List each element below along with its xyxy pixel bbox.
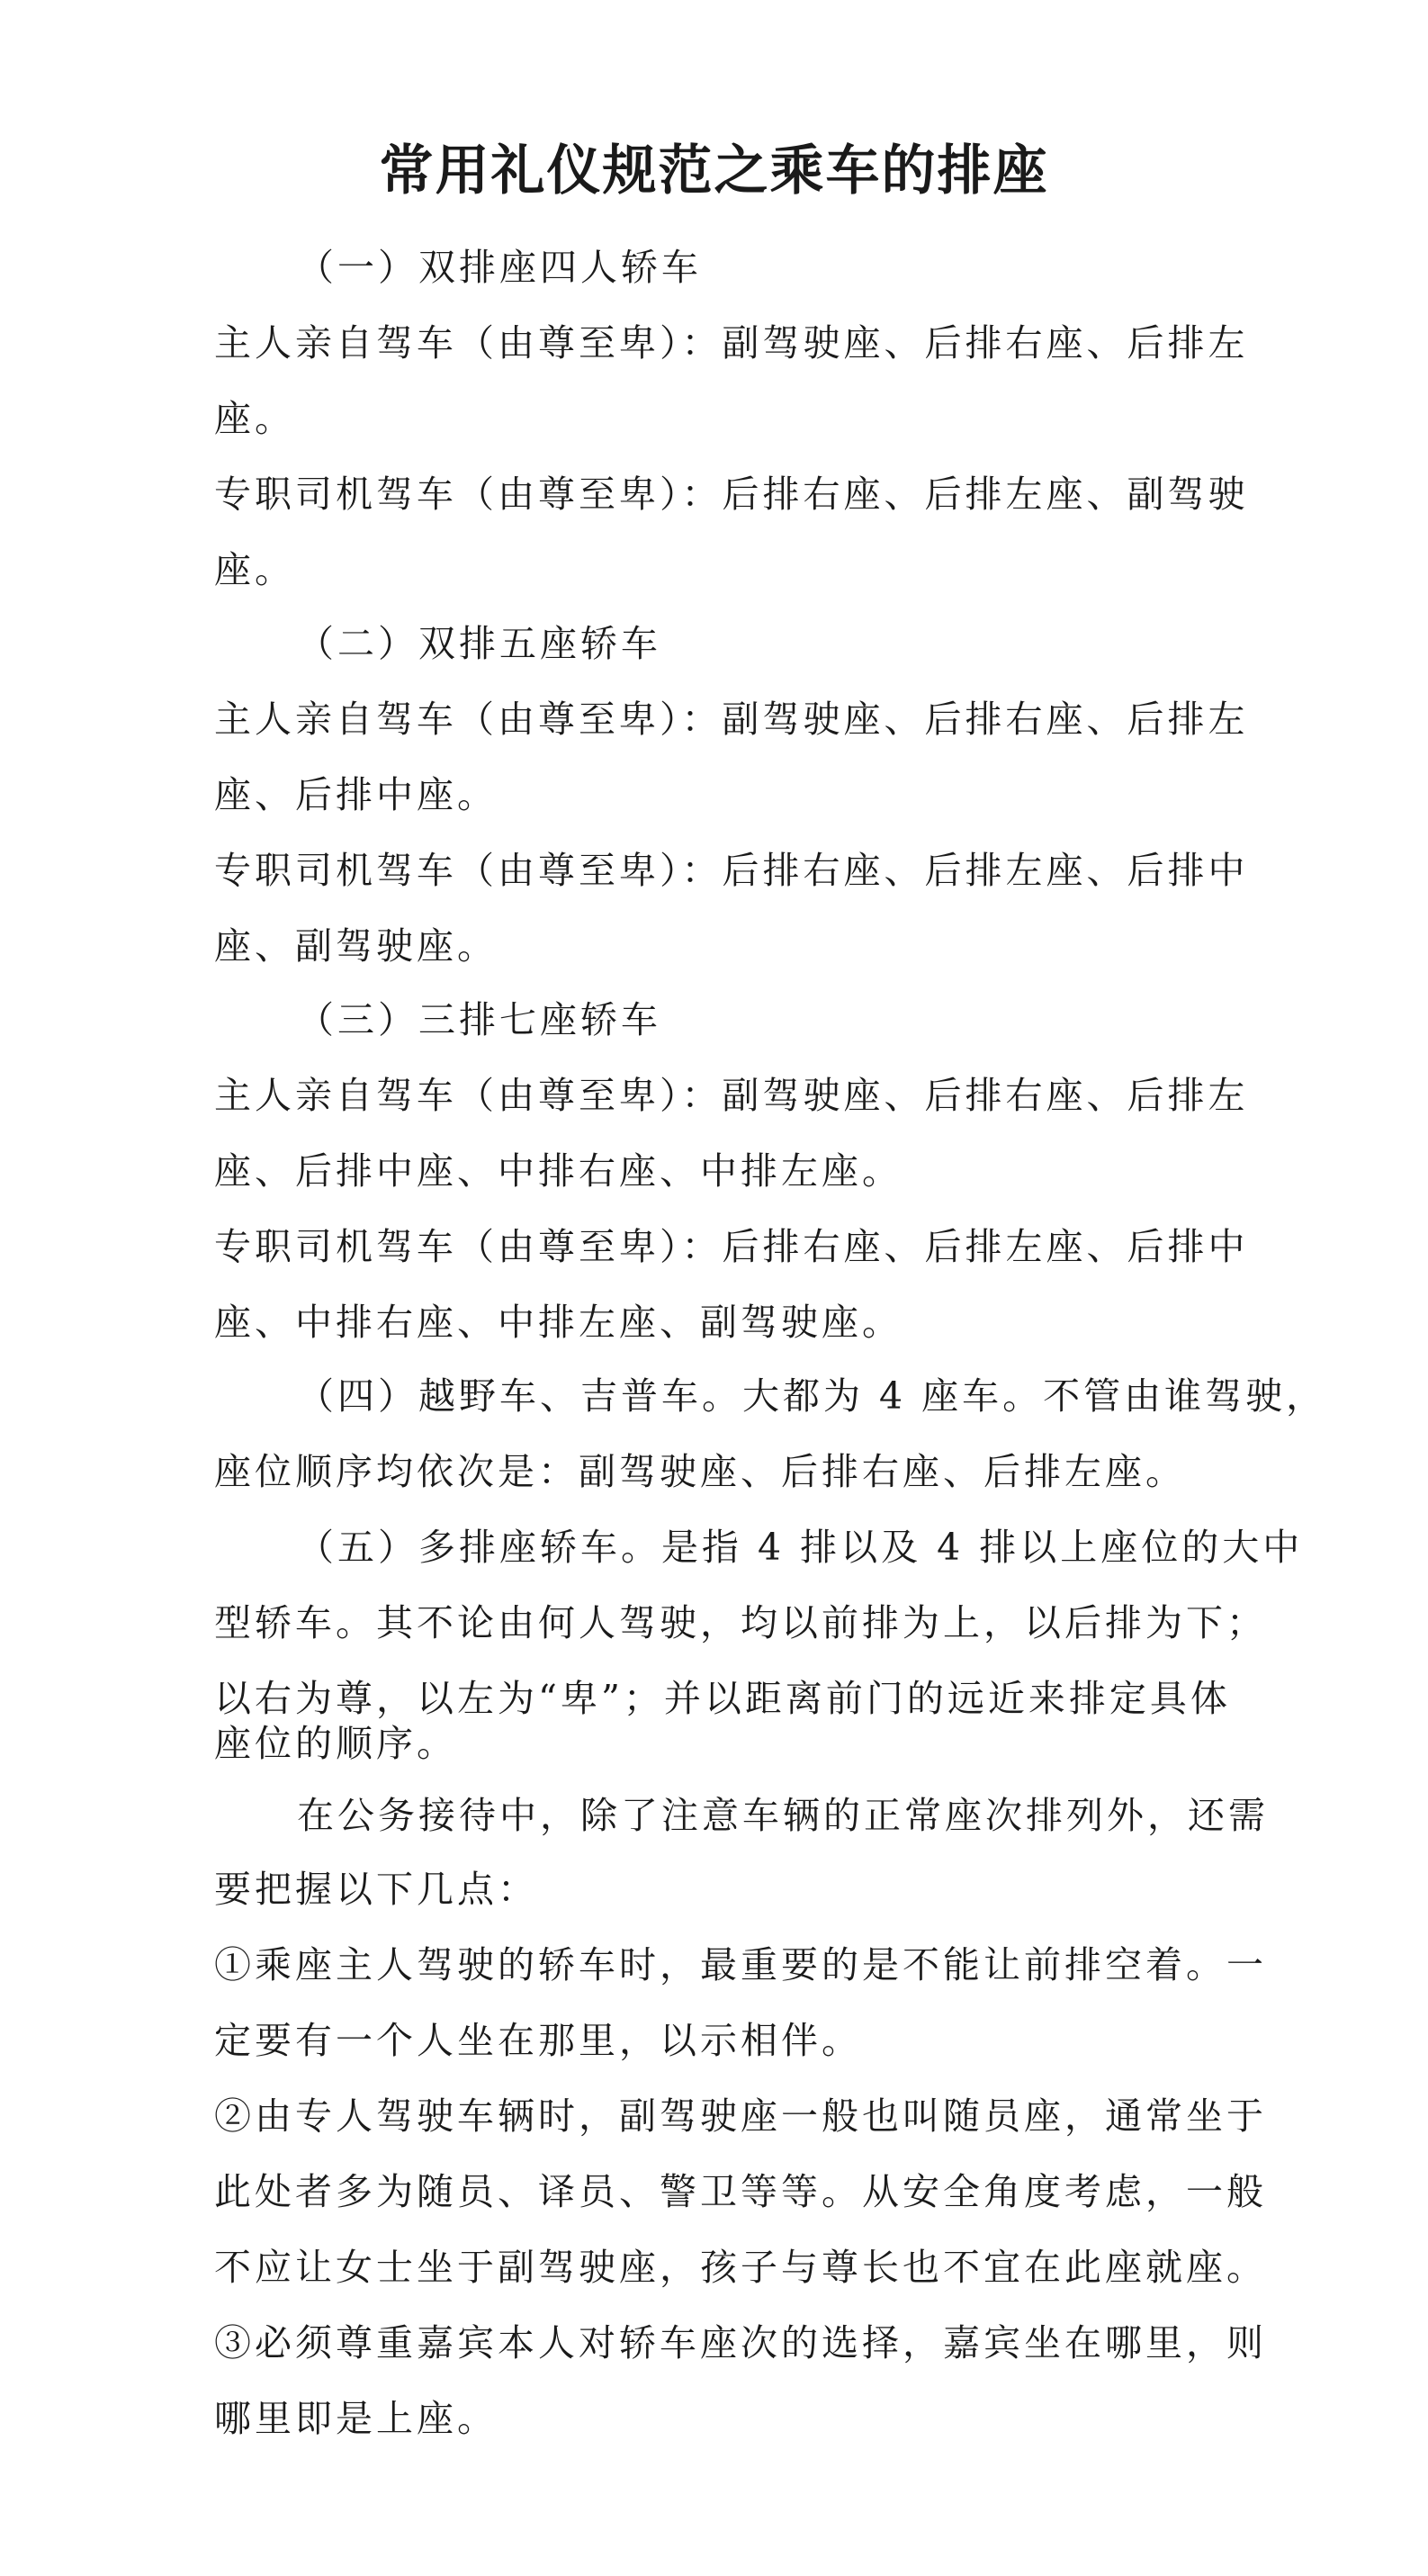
text-line: 座、后排中座。 [214, 773, 498, 816]
text-line: 专职司机驾车（由尊至卑）：后排右座、后排左座、后排中 [214, 1225, 1249, 1268]
numbered-item-2: ②由专人驾驶车辆时，副驾驶座一般也叫随员座，通常坐于 [214, 2094, 1267, 2138]
section-heading-3: （三）三排七座轿车 [297, 998, 661, 1041]
text-line: 座、副驾驶座。 [214, 924, 498, 968]
text-line: 专职司机驾车（由尊至卑）：后排右座、后排左座、后排中 [214, 849, 1249, 892]
text-line: 哪里即是上座。 [214, 2397, 498, 2440]
text-line: 座。 [214, 548, 295, 591]
text-line: 座。 [214, 397, 295, 440]
page-title: 常用礼仪规范之乘车的排座 [379, 140, 1049, 203]
text-line: 主人亲自驾车（由尊至卑）：副驾驶座、后排右座、后排左 [214, 321, 1249, 365]
text-line: 要把握以下几点： [214, 1868, 538, 1911]
text-line: 座、中排右座、中排左座、副驾驶座。 [214, 1301, 903, 1344]
text-line: 座位顺序均依次是：副驾驶座、后排右座、后排左座。 [214, 1450, 1186, 1493]
section-heading-1: （一）双排座四人轿车 [297, 246, 702, 289]
text-line: 定要有一个人坐在那里，以示相伴。 [214, 2019, 862, 2062]
text-line: 专职司机驾车（由尊至卑）：后排右座、后排左座、副驾驶 [214, 473, 1249, 516]
text-line: 此处者多为随员、译员、警卫等等。从安全角度考虑，一般 [214, 2170, 1267, 2213]
text-line: 以右为尊，以左为“卑”；并以距离前门的远近来排定具体 [214, 1677, 1231, 1720]
text-line: 座、后排中座、中排右座、中排左座。 [214, 1149, 903, 1193]
section-heading-4: （四）越野车、吉普车。大都为 4 座车。不管由谁驾驶， [297, 1374, 1327, 1418]
section-heading-2: （二）双排五座轿车 [297, 622, 661, 665]
paragraph-intro: 在公务接待中，除了注意车辆的正常座次排列外，还需 [297, 1794, 1269, 1837]
text-line: 不应让女士坐于副驾驶座，孩子与尊长也不宜在此座就座。 [214, 2246, 1267, 2289]
text-line: 型轿车。其不论由何人驾驶，均以前排为上，以后排为下； [214, 1601, 1267, 1644]
text-line: 座位的顺序。 [214, 1722, 457, 1765]
numbered-item-3: ③必须尊重嘉宾本人对轿车座次的选择，嘉宾坐在哪里，则 [214, 2321, 1267, 2364]
text-line: 主人亲自驾车（由尊至卑）：副驾驶座、后排右座、后排左 [214, 698, 1249, 741]
text-line: 主人亲自驾车（由尊至卑）：副驾驶座、后排右座、后排左 [214, 1074, 1249, 1117]
numbered-item-1: ①乘座主人驾驶的轿车时，最重要的是不能让前排空着。一 [214, 1943, 1267, 1986]
section-heading-5: （五）多排座轿车。是指 4 排以及 4 排以上座位的大中 [297, 1526, 1304, 1569]
